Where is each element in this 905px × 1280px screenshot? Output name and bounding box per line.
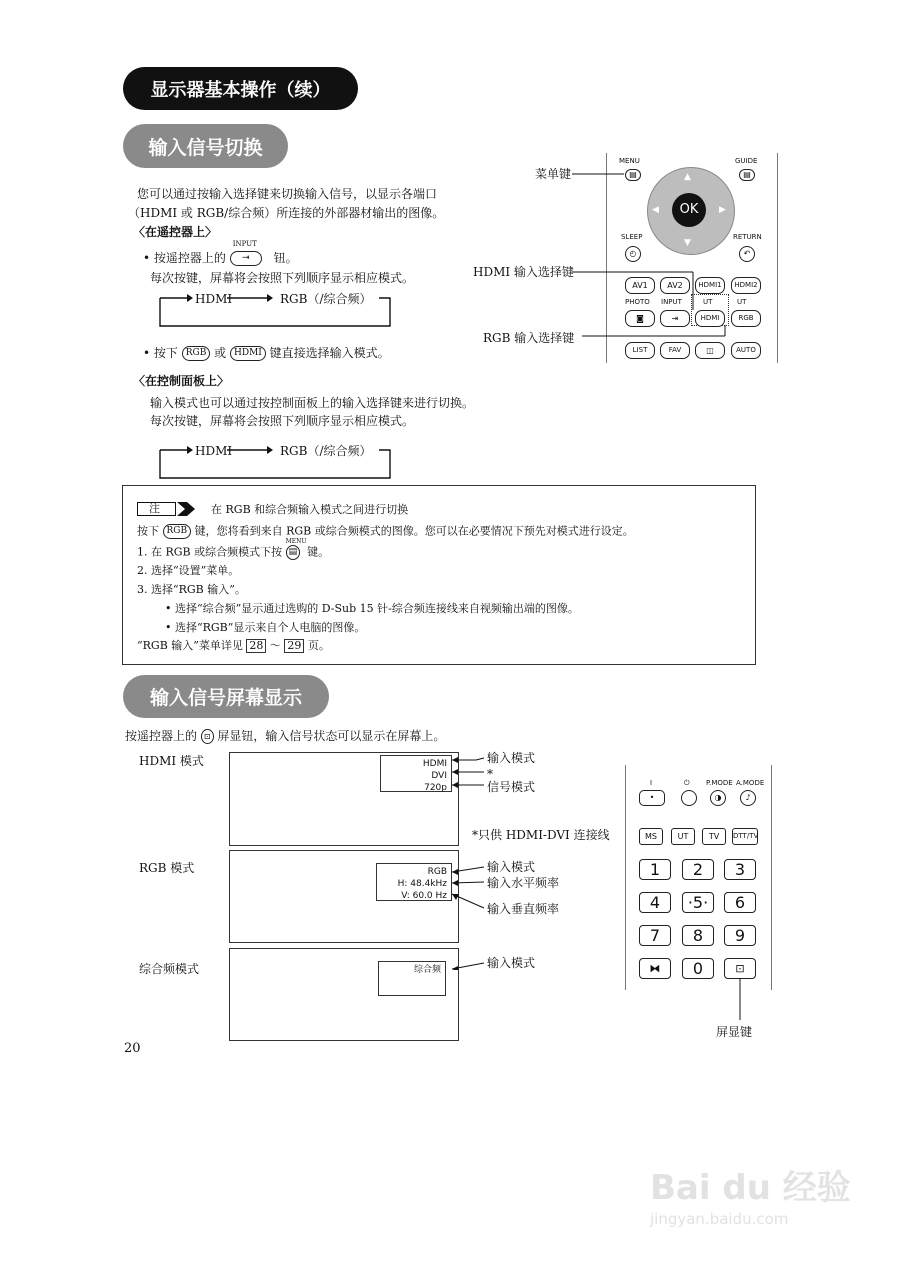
hdmi2-button[interactable]: HDMI2 <box>731 277 761 294</box>
rgb-select-key-label: RGB 输入选择键 <box>483 331 575 345</box>
pmode-button[interactable]: ◑ <box>710 790 726 806</box>
screen-hdmi <box>229 752 459 846</box>
display-key-icon: ⊡ <box>201 729 214 744</box>
callout-h-freq: 输入水平频率 <box>487 876 560 890</box>
note-ref-tilde: ～ <box>269 639 281 652</box>
auto-button[interactable]: AUTO <box>731 342 761 359</box>
page-ref-29[interactable]: 29 <box>284 639 304 653</box>
input-caption: INPUT <box>661 298 682 306</box>
watermark-text: Bai du 经验 <box>650 1168 851 1208</box>
return-button[interactable]: ↶ <box>739 246 755 262</box>
pmode-caption: P.MODE <box>706 779 733 787</box>
rgb-mode-label: RGB 模式 <box>139 861 195 875</box>
watermark-logo <box>650 1160 851 1209</box>
note-rgb-key-icon: RGB <box>163 524 192 539</box>
screen-rgb <box>229 850 459 943</box>
section2-title-text: 输入信号屏幕显示 <box>149 687 302 709</box>
num-4-button[interactable]: 4 <box>639 892 671 913</box>
note-tag-arrow-icon <box>137 502 195 516</box>
callout-input-mode: 输入模式 <box>487 751 536 765</box>
watermark-url: jingyan.baidu.com <box>650 1210 789 1228</box>
ut-caption-2: UT <box>737 298 747 306</box>
guide-button[interactable]: ▤ <box>739 169 755 181</box>
callout-star: * <box>487 767 493 781</box>
ms-button[interactable]: MS <box>639 828 663 845</box>
input-key-icon: ⇥ <box>230 251 262 266</box>
num-0-button[interactable]: 0 <box>682 958 714 979</box>
note-ref-pre: “RGB 输入”菜单详见 <box>137 639 243 652</box>
num-6-button[interactable]: 6 <box>724 892 756 913</box>
intro-line-1: 您可以通过按输入选择键来切换输入信号，以显示各端口 <box>137 187 438 201</box>
dpad-down-icon[interactable]: ▼ <box>684 238 691 248</box>
section-title-osd <box>123 675 329 718</box>
panel-line-1: 输入模式也可以通过按控制面板上的输入选择键来进行切换。 <box>150 396 475 410</box>
flow2-rgb-label: RGB（/综合频） <box>280 444 372 458</box>
rgb-key-icon: RGB <box>182 346 211 361</box>
menu-button[interactable]: ▤ <box>625 169 641 181</box>
dpad-up-icon[interactable]: ▲ <box>684 172 691 182</box>
remote-menu-caption: MENU <box>619 157 640 165</box>
page-number: 20 <box>124 1041 141 1056</box>
sleep-caption: SLEEP <box>621 233 643 241</box>
dpad-right-icon[interactable]: ▶ <box>719 205 726 215</box>
fav-button[interactable]: FAV <box>660 342 690 359</box>
note-step-1 <box>137 538 330 560</box>
freeze-button[interactable]: ⧓ <box>639 958 671 979</box>
num-5-button[interactable]: ·5· <box>682 892 714 913</box>
menu-key-caption: MENU <box>285 538 307 545</box>
remote-step <box>143 240 298 266</box>
tv-button[interactable]: TV <box>702 828 726 845</box>
header-title: 显示器基本操作（续） <box>150 79 331 101</box>
footnote-hdmi-dvi: *只供 HDMI-DVI 连接线 <box>472 828 610 842</box>
num-2-button[interactable]: 2 <box>682 859 714 880</box>
menu-key-icon: ▤ <box>286 545 301 560</box>
note-step1-pre: 1. 在 RGB 或综合频模式下按 <box>137 545 283 559</box>
direct-select-line <box>143 345 390 361</box>
hdmi-select-key-label: HDMI 输入选择键 <box>473 265 574 279</box>
callout-comp-input-mode: 输入模式 <box>487 956 536 970</box>
hdmi1-button[interactable]: HDMI1 <box>695 277 725 294</box>
power-button[interactable]: • <box>639 790 665 806</box>
comp-mode-label: 综合频模式 <box>139 962 200 976</box>
direct-post: 键直接选择输入模式。 <box>269 346 390 360</box>
remote-guide-caption: GUIDE <box>735 157 758 165</box>
ut-caption-1: UT <box>703 298 713 306</box>
dtt-tv-button[interactable]: DTT/TV <box>732 828 758 845</box>
note-title: 在 RGB 和综合频输入模式之间进行切换 <box>211 503 409 516</box>
remote-step-pre: • 按遥控器上的 <box>143 251 226 265</box>
dpad-left-icon[interactable]: ◀ <box>652 205 659 215</box>
photo-caption: PHOTO <box>625 298 650 306</box>
timer-caption: ⏻ <box>684 779 690 787</box>
rgb-select-button[interactable]: RGB <box>731 310 761 327</box>
osd-rgb-h: H: 48.4kHz <box>397 879 447 889</box>
note-bullet-1: • 选择“综合频”显示通过选购的 D-Sub 15 针-综合频连接线来自视频输出端的图像。 <box>165 602 579 615</box>
flow-hdmi-label: HDMI <box>195 292 233 306</box>
callout-rgb-input-mode: 输入模式 <box>487 860 536 874</box>
panel-heading: 〈在控制面板上〉 <box>133 374 230 388</box>
page-header <box>123 67 358 110</box>
display-key-label: 屏显键 <box>716 1025 753 1039</box>
remote-callout-lines <box>560 160 760 350</box>
num-7-button[interactable]: 7 <box>639 925 671 946</box>
num-8-button[interactable]: 8 <box>682 925 714 946</box>
note-ref-post: 页。 <box>307 639 330 652</box>
osd-hdmi-dvi: DVI <box>431 771 447 781</box>
display-button[interactable]: ⊡ <box>724 958 756 979</box>
note-tag-text: 注 <box>149 502 160 515</box>
note-step1-post: 键。 <box>307 545 330 559</box>
osd-hdmi-input: HDMI <box>422 759 447 769</box>
amode-caption: A.MODE <box>736 779 765 787</box>
list-button[interactable]: LIST <box>625 342 655 359</box>
note-line1-pre: 按下 <box>137 524 159 538</box>
return-caption: RETURN <box>733 233 762 241</box>
section1-title-text: 输入信号切换 <box>148 136 263 159</box>
direct-pre: • 按下 <box>143 346 178 360</box>
menu-key-label: 菜单键 <box>535 167 572 181</box>
timer-button[interactable] <box>681 790 697 806</box>
section-title-input-switch <box>123 124 288 168</box>
note-tag <box>137 502 189 516</box>
remote-control-bottom <box>625 765 772 990</box>
remote-step-post: 钮。 <box>273 251 298 265</box>
num-1-button[interactable]: 1 <box>639 859 671 880</box>
osd-intro <box>125 728 445 744</box>
note-box <box>122 485 756 665</box>
split-screen-button[interactable]: ◫ <box>695 342 725 359</box>
panel-line-2: 每次按键，屏幕将会按照下列顺序显示相应模式。 <box>150 414 415 428</box>
osd-intro-pre: 按遥控器上的 <box>125 729 198 743</box>
note-line1-post: 键，您将看到来自 RGB 或综合频模式的图像。您可以在必要情况下预先对模式进行设定。 <box>194 524 634 538</box>
num-9-button[interactable]: 9 <box>724 925 756 946</box>
osd-comp-input: 综合频 <box>413 965 441 975</box>
note-line-1 <box>137 524 634 539</box>
callout-signal-mode: 信号模式 <box>487 780 536 794</box>
hdmi-key-icon: HDMI <box>230 346 266 361</box>
hdmi-mode-label: HDMI 模式 <box>139 754 204 768</box>
flow-rgb-label: RGB（/综合频） <box>280 292 372 306</box>
note-page-ref <box>137 639 330 653</box>
intro-line-2: （HDMI 或 RGB/综合频）所连接的外部器材输出的图像。 <box>128 206 445 220</box>
hdmi-select-button[interactable]: HDMI <box>695 310 725 327</box>
ut-button[interactable]: UT <box>671 828 695 845</box>
screen-composite <box>229 948 459 1041</box>
note-bullet-2: • 选择“RGB”显示来自个人电脑的图像。 <box>165 621 366 634</box>
remote-step-note: 每次按键，屏幕将会按照下列顺序显示相应模式。 <box>150 271 415 285</box>
note-step-3: 3. 选择“RGB 输入”。 <box>137 583 246 596</box>
sleep-button[interactable]: ◴ <box>625 246 641 262</box>
note-step-2: 2. 选择“设置”菜单。 <box>137 564 240 577</box>
input-key-caption: INPUT <box>232 240 257 248</box>
av2-button[interactable]: AV2 <box>660 277 690 294</box>
osd-hdmi-signal: 720p <box>424 783 447 793</box>
photo-button[interactable]: ◙ <box>625 310 655 327</box>
osd-composite <box>378 961 446 996</box>
display-key-callout-line <box>735 978 745 1023</box>
input-button[interactable]: ⇥ <box>660 310 690 327</box>
osd-rgb-input: RGB <box>427 867 447 877</box>
remote-heading: 〈在遥控器上〉 <box>133 225 218 239</box>
osd-intro-post: 屏显钮，输入信号状态可以显示在屏幕上。 <box>217 729 446 743</box>
page-ref-28[interactable]: 28 <box>246 639 266 653</box>
power-caption: I <box>650 779 653 787</box>
av1-button[interactable]: AV1 <box>625 277 655 294</box>
ok-label: OK <box>679 202 699 217</box>
osd-rgb-v: V: 60.0 Hz <box>401 891 447 901</box>
callout-v-freq: 输入垂直频率 <box>487 902 560 916</box>
num-3-button[interactable]: 3 <box>724 859 756 880</box>
amode-button[interactable]: ♪ <box>740 790 756 806</box>
direct-mid: 或 <box>214 346 227 360</box>
flow2-hdmi-label: HDMI <box>195 444 233 458</box>
